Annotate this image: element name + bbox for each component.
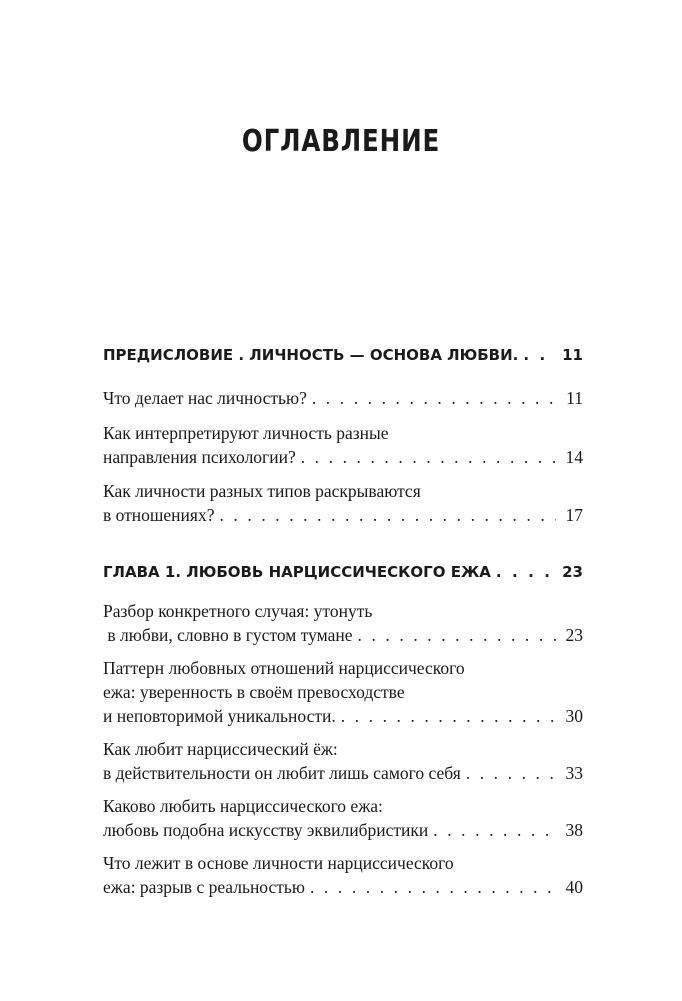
toc-page-number: 33 bbox=[565, 763, 583, 783]
toc-entry[interactable] bbox=[103, 421, 583, 469]
toc-entry-title-line: в действительности он любит лишь самого себя bbox=[103, 763, 461, 783]
toc-entry-title-line: Разбор конкретного случая: утонуть bbox=[103, 601, 373, 621]
dot-leader bbox=[433, 818, 556, 842]
page-title: ОГЛАВЛЕНИЕ bbox=[241, 124, 441, 159]
toc-entry-title-line: в отношениях? bbox=[103, 505, 215, 525]
toc-chapter-1[interactable] bbox=[103, 560, 583, 584]
dot-leader bbox=[496, 560, 556, 584]
toc-page-number: 11 bbox=[562, 346, 583, 364]
dot-leader bbox=[358, 623, 556, 647]
toc-page-number: 38 bbox=[565, 820, 583, 840]
dot-leader bbox=[341, 704, 556, 728]
toc-page-number: 30 bbox=[565, 706, 583, 726]
toc-page-number: 40 bbox=[565, 877, 583, 897]
toc-entry-title-line: Как любит нарциссический ёж: bbox=[103, 739, 338, 759]
toc-entry-title-line: Как личности разных типов раскрываются bbox=[103, 481, 421, 501]
toc-entry-title-line: Каково любить нарциссического ежа: bbox=[103, 796, 383, 816]
toc-entry-title-line: Что лежит в основе личности нарциссического bbox=[103, 853, 454, 873]
toc-entry-title-line: ежа: разрыв с реальностью bbox=[103, 877, 305, 897]
dot-leader bbox=[466, 761, 556, 785]
toc-page-number: 17 bbox=[565, 505, 583, 525]
toc-page-number: 11 bbox=[566, 388, 583, 408]
toc-entry-title-line: Как интерпретируют личность разные bbox=[103, 423, 389, 443]
toc-entry[interactable] bbox=[103, 794, 583, 842]
dot-leader bbox=[301, 445, 556, 469]
toc-entry[interactable] bbox=[103, 479, 583, 527]
dot-leader bbox=[312, 386, 556, 410]
toc-entry-title-line: Паттерн любовных отношений нарциссического bbox=[103, 658, 465, 678]
dot-leader bbox=[219, 503, 556, 527]
toc-entry-title: Что делает нас личностью? bbox=[103, 388, 307, 408]
toc-entry[interactable] bbox=[103, 599, 583, 647]
toc-page-number: 14 bbox=[565, 447, 583, 467]
toc-entry[interactable] bbox=[103, 851, 583, 899]
toc-entry-title-line: и неповторимой уникальности. bbox=[103, 706, 336, 726]
toc-entry-title-line: ежа: уверенность в своём превосходстве bbox=[103, 682, 405, 702]
toc-entry[interactable] bbox=[103, 656, 583, 728]
dot-leader bbox=[523, 343, 556, 367]
toc-entry[interactable] bbox=[103, 386, 583, 410]
toc-entry-title: ГЛАВА 1. ЛЮБОВЬ НАРЦИССИЧЕСКОГО ЕЖА bbox=[103, 563, 491, 581]
toc-entry-title: ПРЕДИСЛОВИЕ . ЛИЧНОСТЬ — ОСНОВА ЛЮБВИ. bbox=[103, 346, 519, 364]
toc-page-number: 23 bbox=[565, 625, 583, 645]
toc-entry-title-line: в любви, словно в густом тумане bbox=[103, 625, 353, 645]
dot-leader bbox=[310, 875, 556, 899]
toc-entry-title-line: направления психологии? bbox=[103, 447, 296, 467]
toc-page-number: 23 bbox=[562, 563, 583, 581]
toc-entry[interactable] bbox=[103, 737, 583, 785]
toc-chapter-preface[interactable] bbox=[103, 343, 583, 367]
toc-entry-title-line: любовь подобна искусству эквилибристики bbox=[103, 820, 429, 840]
